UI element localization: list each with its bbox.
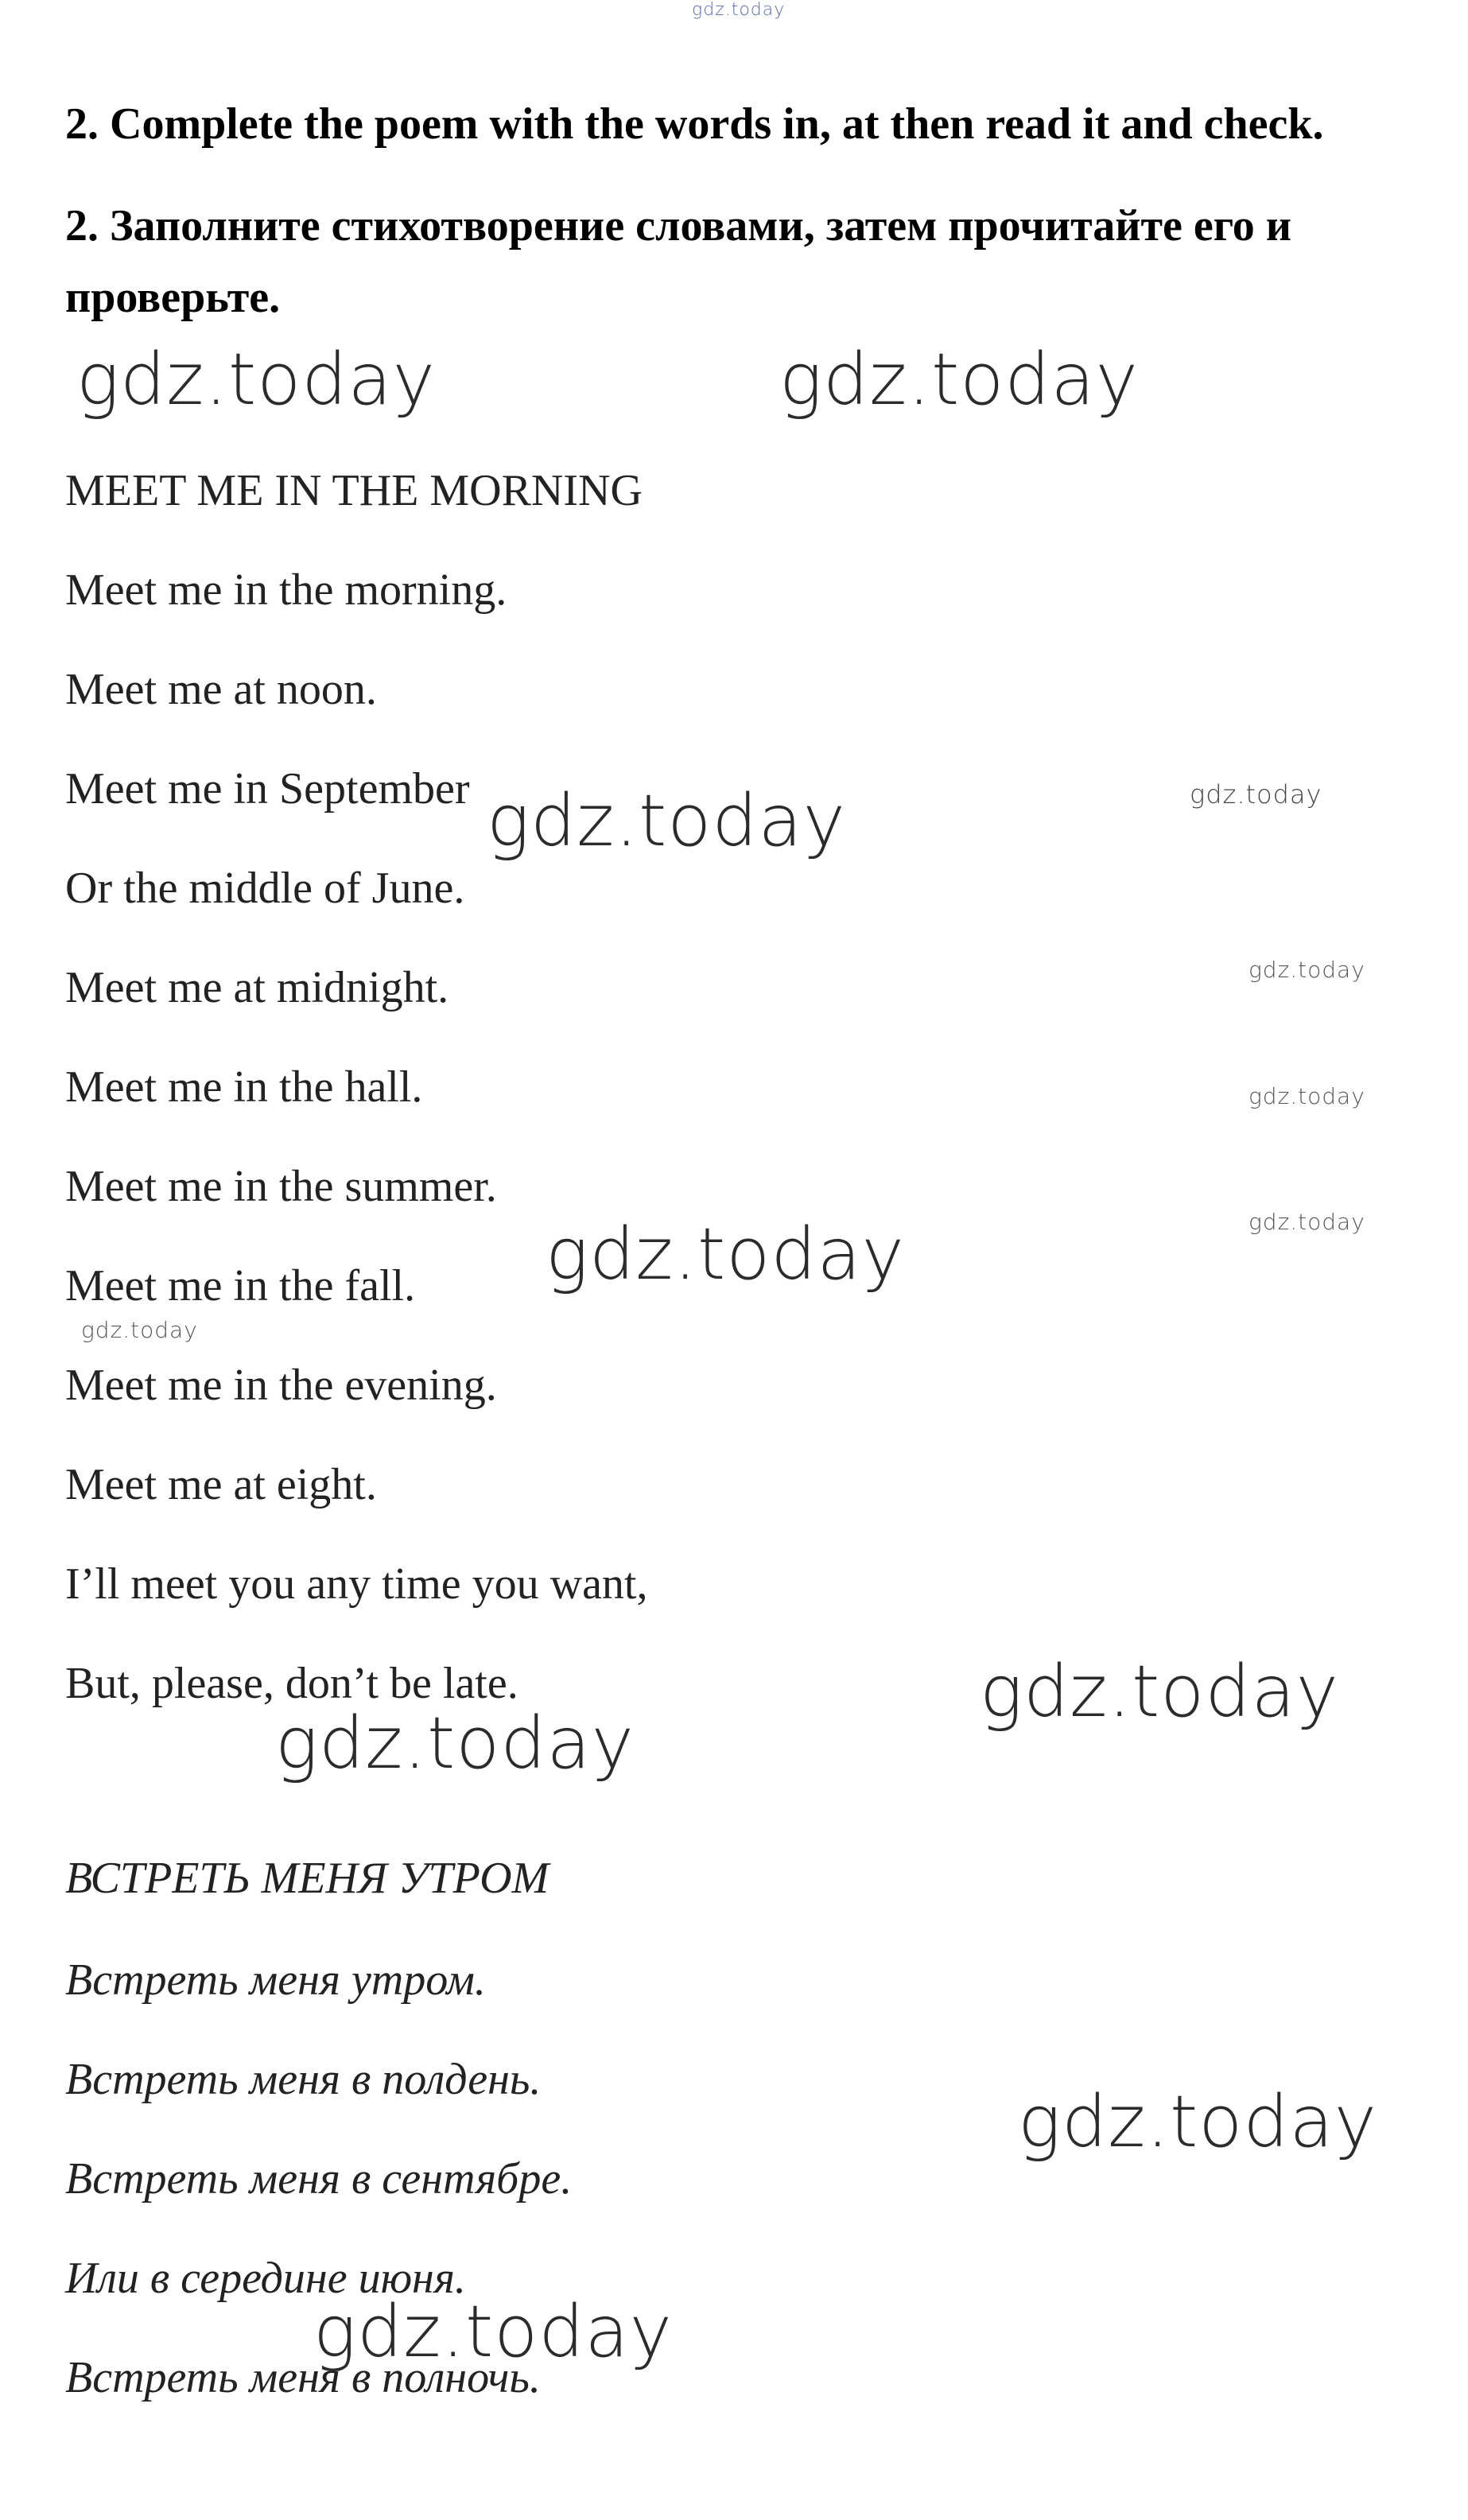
watermark: gdz.today <box>546 1213 905 1296</box>
poem-ru-line: Или в середине июня. <box>65 2254 466 2303</box>
poem-en-line: Meet me in the morning. <box>65 565 507 615</box>
poem-en-line: Or the middle of June. <box>65 864 465 913</box>
poem-en-line: Meet me in the evening. <box>65 1361 497 1410</box>
task-heading-ru-line2: проверьте. <box>65 273 281 322</box>
poem-en-line: Meet me in the hall. <box>65 1062 423 1112</box>
task-heading-en: 2. Complete the poem with the words in, at then read it and check. <box>65 99 1324 149</box>
poem-en-line: Meet me at midnight. <box>65 963 449 1012</box>
task-heading-ru-line1: 2. Заполните стихотворение словами, затем прочитайте его и <box>65 201 1292 250</box>
poem-en-line: Meet me in September <box>65 764 470 813</box>
watermark: gdz.today <box>313 2290 673 2374</box>
poem-ru-line: Встреть меня в полдень. <box>65 2055 542 2104</box>
poem-ru-line: Встреть меня утром. <box>65 1955 486 2005</box>
poem-en-line: But, please, don’t be late. <box>65 1659 518 1708</box>
watermark: gdz.today <box>81 1317 198 1343</box>
watermark: gdz.today <box>76 338 436 421</box>
poem-ru-line: Встреть меня в полночь. <box>65 2353 541 2402</box>
watermark: gdz.today <box>1190 779 1322 810</box>
watermark: gdz.today <box>980 1650 1339 1734</box>
watermark: gdz.today <box>275 1702 635 1785</box>
poem-en-line: I’ll meet you any time you want, <box>65 1559 648 1609</box>
poem-ru-line: Встреть меня в сентябре. <box>65 2154 573 2204</box>
poem-en-line: Meet me in the fall. <box>65 1261 416 1310</box>
poem-ru-title: ВСТРЕТЬ МЕНЯ УТРОМ <box>65 1854 550 1903</box>
poem-en-line: Meet me in the summer. <box>65 1162 497 1211</box>
watermark: gdz.today <box>1018 2080 1377 2164</box>
watermark: gdz.today <box>779 338 1139 421</box>
poem-en-line: Meet me at eight. <box>65 1460 377 1509</box>
poem-en-title: MEET ME IN THE MORNING <box>65 466 643 515</box>
watermark: gdz.today <box>487 779 846 863</box>
watermark: gdz.today <box>1249 1083 1365 1109</box>
watermark: gdz.today <box>1249 957 1365 983</box>
poem-en-line: Meet me at noon. <box>65 665 377 714</box>
watermark: gdz.today <box>1249 1209 1365 1235</box>
watermark-top: gdz.today <box>692 0 786 20</box>
